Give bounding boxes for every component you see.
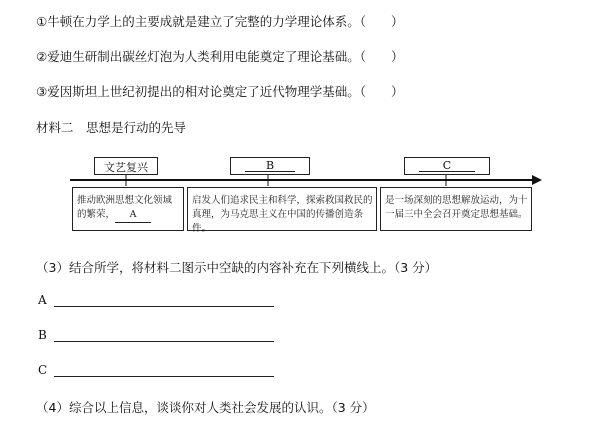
top-label-renaissance: 文艺复兴: [104, 161, 148, 174]
question-3: （3）结合所学，将材料二图示中空缺的内容补充在下列横线上。（3 分）: [36, 260, 438, 275]
answer-label-a: A: [38, 293, 47, 307]
blank-b-line: [245, 171, 295, 172]
timeline-arrowhead: [532, 175, 542, 185]
question-4: （4）综合以上信息，谈谈你对人类社会发展的认识。（3 分）: [36, 400, 375, 415]
desc-box-2: [187, 187, 377, 234]
desc-box-1: [72, 187, 184, 231]
statement-2: ②爱迪生研制出碳丝灯泡为人类利用电能奠定了理论基础。（ ）: [36, 49, 404, 64]
answer-line-a[interactable]: [54, 306, 274, 307]
top-label-box-2: [230, 157, 310, 175]
answer-label-c: C: [38, 363, 48, 377]
statement-1: ①牛顿在力学上的主要成就是建立了完整的力学理论体系。（ ）: [36, 14, 404, 29]
top-label-c: C: [442, 159, 452, 172]
statement-3: ③爱因斯坦上世纪初提出的相对论奠定了近代物理学基础。（ ）: [36, 84, 404, 99]
desc-3: 是一场深刻的思想解放运动，为十一届三中全会召开奠定思想基础。: [385, 195, 528, 220]
blank-a: A: [115, 208, 151, 223]
material-title: 材料二 思想是行动的先导: [36, 120, 187, 135]
desc-1: [77, 194, 181, 223]
answer-label-b: B: [38, 328, 47, 342]
answer-line-c[interactable]: [54, 376, 274, 377]
top-label-b: B: [265, 159, 275, 172]
top-label-box-3: [404, 157, 490, 175]
desc-box-3: [380, 187, 532, 231]
answer-line-b[interactable]: [54, 341, 274, 342]
desc-2: 启发人们追求民主和科学，探索救国救民的真理，为马克思主义在中国的传播创造条件。: [192, 195, 373, 234]
desc-1-text: 推动欧洲思想文化领域的繁荣，: [77, 195, 173, 220]
top-label-box-1: [94, 157, 158, 175]
blank-c-line: [419, 171, 475, 172]
